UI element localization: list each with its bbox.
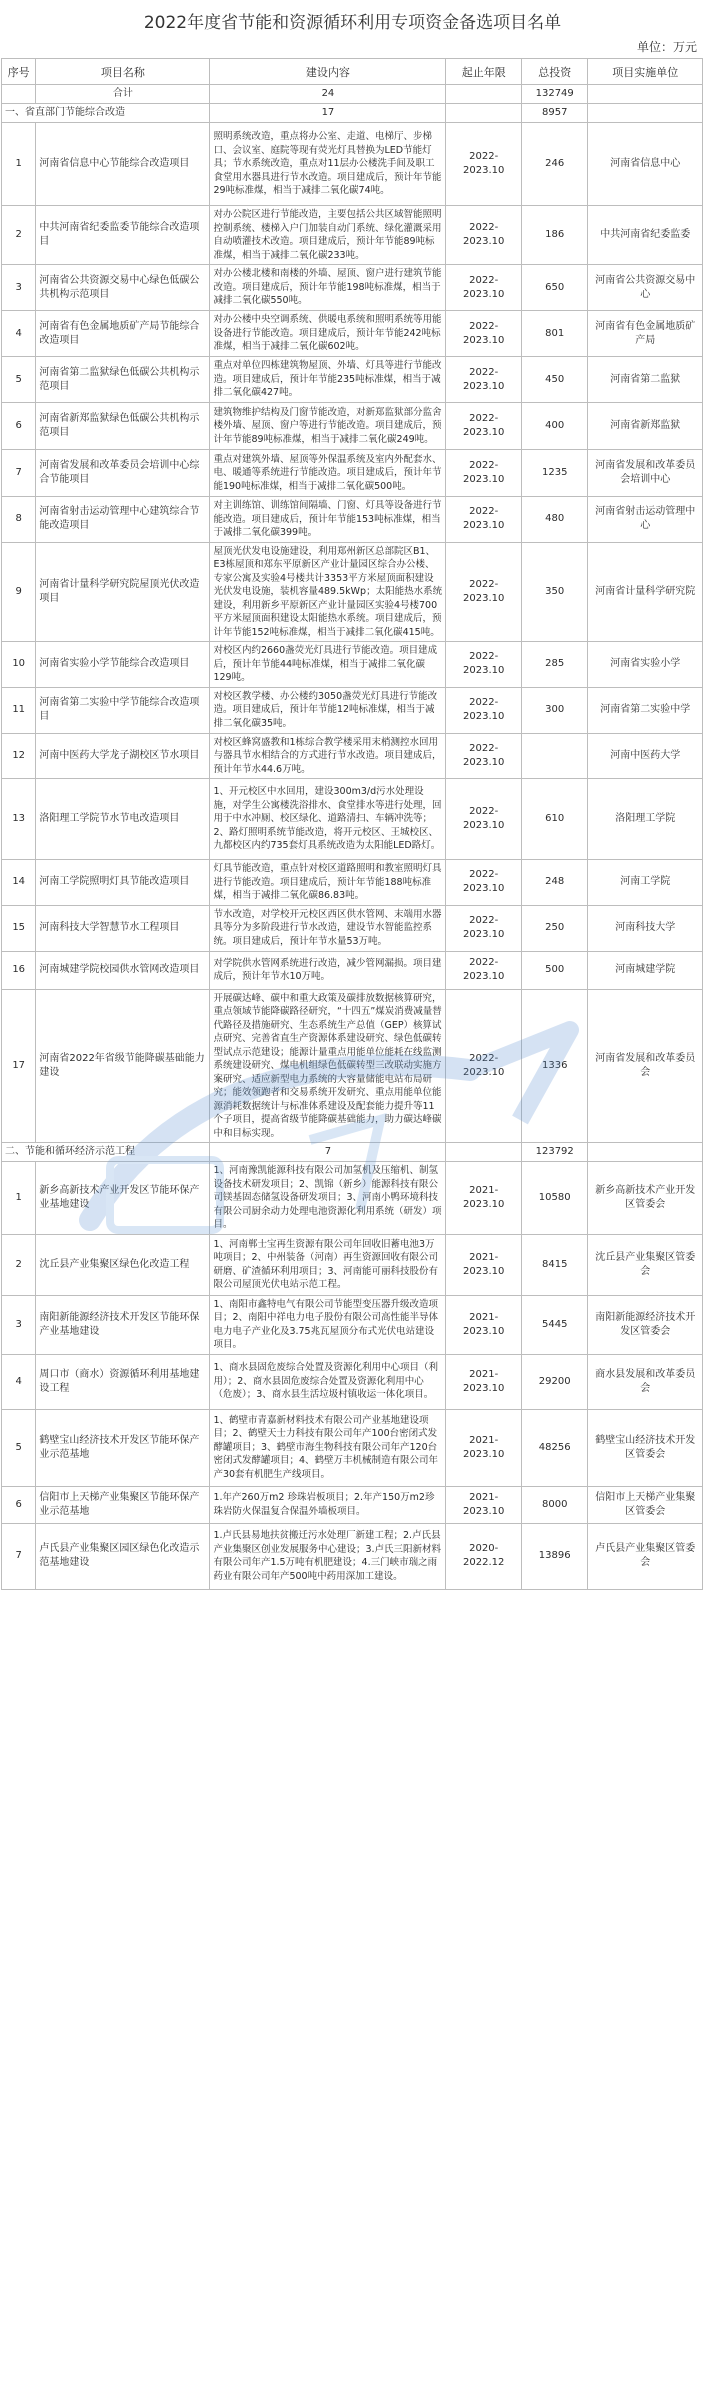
section-unit-cell [588,1143,703,1162]
table-row [2,1162,703,1235]
project-name: 卢氏县产业集聚区园区绿色化改造示范基地建设 [36,1523,210,1589]
implementing-unit: 河南科技大学 [588,905,703,951]
section-unit-cell [588,104,703,123]
row-number: 2 [2,206,36,265]
table-row [2,642,703,688]
table-row [2,1354,703,1409]
project-period: 2021-2023.10 [446,1486,522,1523]
project-investment: 801 [522,311,588,357]
project-content: 对校区蜂窝盛教和1栋综合教学楼采用末梢测控水回用与器具节水相结合的方式进行节水改造。项目建成后，预计年节水44.6万吨。 [210,733,446,779]
row-number: 12 [2,733,36,779]
project-content: 建筑物维护结构及门窗节能改造，对新郑监狱部分监舍楼外墙、屋顶、窗户等进行节能改造。项目建成后，预计年节能89吨标准煤，相当于减排二氧化碳249吨。 [210,403,446,450]
project-investment: 480 [522,497,588,543]
project-investment: 1235 [522,450,588,497]
implementing-unit: 河南中医药大学 [588,733,703,779]
total-count: 24 [210,85,446,104]
project-content: 对校区教学楼、办公楼约3050盏荧光灯具进行节能改造。项目建成后，预计年节能12吨标准煤，相当于减排二氧化碳35吨。 [210,687,446,733]
project-content: 节水改造，对学校开元校区西区供水管网、末端用水器具等分为多阶段进行节水改造，建设节水智能监控系统。项目建成后，预计年节水量53万吨。 [210,905,446,951]
project-investment [522,733,588,779]
project-period: 2022-2023.10 [446,497,522,543]
project-name: 河南科技大学智慧节水工程项目 [36,905,210,951]
project-period: 2022-2023.10 [446,951,522,989]
project-period: 2022-2023.10 [446,733,522,779]
project-name: 信阳市上天梯产业集聚区节能环保产业示范基地 [36,1486,210,1523]
project-period: 2022-2023.10 [446,123,522,206]
project-period: 2022-2023.10 [446,311,522,357]
implementing-unit: 信阳市上天梯产业集聚区管委会 [588,1486,703,1523]
implementing-unit: 河南省第二实验中学 [588,687,703,733]
implementing-unit: 河南省信息中心 [588,123,703,206]
implementing-unit: 洛阳理工学院 [588,779,703,860]
project-investment: 248 [522,860,588,906]
project-name: 河南省第二实验中学节能综合改造项目 [36,687,210,733]
project-content: 灯具节能改造，重点针对校区道路照明和教室照明灯具进行节能改造。项目建成后，预计年节能188吨标准煤，相当于减排二氧化碳86.83吨。 [210,860,446,906]
table-row [2,206,703,265]
table-row [2,403,703,450]
section-row [2,104,703,123]
implementing-unit: 沈丘县产业集聚区管委会 [588,1234,703,1295]
table-row [2,311,703,357]
project-investment: 48256 [522,1409,588,1486]
table-header-row [2,59,703,85]
project-content: 对办公楼中央空调系统、供暖电系统和照明系统等用能设备进行节能改造。项目建成后，预计年节能242吨标准煤，相当于减排二氧化碳602吨。 [210,311,446,357]
section-row [2,1143,703,1162]
row-number: 3 [2,265,36,311]
section-label: 一、省直部门节能综合改造 [2,104,210,123]
project-content: 1、鹤壁市青嘉新材料技术有限公司产业基地建设项目；2、鹤壁天士力科技有限公司年产100台密闭式发酵罐项目；3、鹤壁市海生物科技有限公司年产120台密闭式发酵罐项目；4、鹤壁万丰机械制造有限公司年产30套有机肥生产线项目。 [210,1409,446,1486]
table-row [2,497,703,543]
table-row [2,733,703,779]
table-row [2,450,703,497]
implementing-unit: 鹤壁宝山经济技术开发区管委会 [588,1409,703,1486]
project-name: 河南省2022年省级节能降碳基础能力建设 [36,989,210,1143]
project-investment: 285 [522,642,588,688]
project-investment: 500 [522,951,588,989]
row-number: 10 [2,642,36,688]
table-row [2,860,703,906]
implementing-unit: 河南省第二监狱 [588,357,703,403]
project-period: 2022-2023.10 [446,357,522,403]
project-period: 2022-2023.10 [446,206,522,265]
row-number: 5 [2,357,36,403]
project-name: 沈丘县产业集聚区绿色化改造工程 [36,1234,210,1295]
project-period: 2021-2023.10 [446,1234,522,1295]
row-number: 8 [2,497,36,543]
project-investment: 5445 [522,1295,588,1354]
project-content: 1、开元校区中水回用，建设300m3/d污水处理设施，对学生公寓楼洗浴排水、食堂排水等进行处理，回用于中水冲厕、校区绿化、道路清扫、车辆冲洗等；2、路灯照明系统节能改造，将开元校区、王城校区、九都校区内约735套灯具系统改造为太阳能LED路灯。 [210,779,446,860]
project-name: 周口市（商水）资源循环利用基地建设工程 [36,1354,210,1409]
project-period: 2022-2023.10 [446,450,522,497]
row-number: 16 [2,951,36,989]
project-name: 河南省发展和改革委员会培训中心综合节能项目 [36,450,210,497]
header-name: 项目名称 [36,59,210,85]
implementing-unit: 河南省公共资源交易中心 [588,265,703,311]
project-period: 2022-2023.10 [446,542,522,642]
header-investment: 总投资 [522,59,588,85]
section-count: 7 [210,1143,446,1162]
project-name: 鹤壁宝山经济技术开发区节能环保产业示范基地 [36,1409,210,1486]
project-name: 河南省信息中心节能综合改造项目 [36,123,210,206]
table-row [2,989,703,1143]
row-number: 13 [2,779,36,860]
project-name: 河南城建学院校园供水管网改造项目 [36,951,210,989]
project-period: 2021-2023.10 [446,1295,522,1354]
project-name: 新乡高新技术产业开发区节能环保产业基地建设 [36,1162,210,1235]
project-investment: 250 [522,905,588,951]
project-name: 河南省射击运动管理中心建筑综合节能改造项目 [36,497,210,543]
project-investment: 8000 [522,1486,588,1523]
section-investment: 123792 [522,1143,588,1162]
project-period: 2022-2023.10 [446,687,522,733]
implementing-unit: 河南省新郑监狱 [588,403,703,450]
project-name: 河南省公共资源交易中心绿色低碳公共机构示范项目 [36,265,210,311]
project-investment: 13896 [522,1523,588,1589]
project-investment: 29200 [522,1354,588,1409]
project-content: 重点对建筑外墙、屋顶等外保温系统及室内外配套水、电、暖通等系统进行节能改造。项目建成后，预计年节能190吨标准煤，相当于减排二氧化碳500吨。 [210,450,446,497]
project-investment: 186 [522,206,588,265]
section-investment: 8957 [522,104,588,123]
table-row [2,779,703,860]
project-content: 重点对单位四栋建筑物屋顶、外墙、灯具等进行节能改造。项目建成后，预计年节能235吨标准煤，相当于减排二氧化碳427吨。 [210,357,446,403]
project-period: 2022-2023.10 [446,989,522,1143]
project-investment: 450 [522,357,588,403]
header-period: 起止年限 [446,59,522,85]
project-content: 对办公楼北楼和南楼的外墙、屋顶、窗户进行建筑节能改造。项目建成后，预计年节能198吨标准煤，相当于减排二氧化碳550吨。 [210,265,446,311]
project-table [1,58,703,1590]
project-investment: 400 [522,403,588,450]
row-number: 5 [2,1409,36,1486]
project-investment: 610 [522,779,588,860]
row-number: 2 [2,1234,36,1295]
project-period: 2022-2023.10 [446,779,522,860]
project-name: 河南工学院照明灯具节能改造项目 [36,860,210,906]
project-period: 2021-2023.10 [446,1354,522,1409]
project-investment: 300 [522,687,588,733]
section-count: 17 [210,104,446,123]
section-period-cell [446,104,522,123]
row-number: 4 [2,311,36,357]
row-number: 3 [2,1295,36,1354]
table-row [2,1409,703,1486]
project-content: 对主训练馆、训练馆间隔墙、门窗、灯具等设备进行节能改造。项目建成后，预计年节能153吨标准煤，相当于减排二氧化碳399吨。 [210,497,446,543]
project-name: 河南省新郑监狱绿色低碳公共机构示范项目 [36,403,210,450]
total-investment: 132749 [522,85,588,104]
project-content: 1.年产260万m2 珍珠岩板项目；2.年产150万m2珍珠岩防火保温复合保温外墙板项目。 [210,1486,446,1523]
project-investment: 10580 [522,1162,588,1235]
implementing-unit: 河南省发展和改革委员会培训中心 [588,450,703,497]
table-row [2,1295,703,1354]
implementing-unit: 卢氏县产业集聚区管委会 [588,1523,703,1589]
project-name: 河南省第二监狱绿色低碳公共机构示范项目 [36,357,210,403]
project-name: 中共河南省纪委监委节能综合改造项目 [36,206,210,265]
row-number: 11 [2,687,36,733]
total-label: 合计 [36,85,210,104]
table-row [2,123,703,206]
table-row [2,905,703,951]
implementing-unit: 河南省发展和改革委员会 [588,989,703,1143]
implementing-unit: 河南城建学院 [588,951,703,989]
table-row [2,1234,703,1295]
project-period: 2022-2023.10 [446,403,522,450]
table-row [2,357,703,403]
implementing-unit: 河南工学院 [588,860,703,906]
implementing-unit: 南阳新能源经济技术开发区管委会 [588,1295,703,1354]
project-content: 开展碳达峰、碳中和重大政策及碳排放数据核算研究，重点领域节能降碳路径研究，“十四五”煤炭消费减量替代路径及措施研究、生态系统生产总值（GEP）核算试点研究、完善省直生产资源体系建设研究、绿色低碳转型试点示范建设；能源计量重点用能单位能耗在线监测系统建设研究、煤电机组绿色低碳转型三改联动实施方案研究、适应新型电力系统的大容量储能电站布局研究；能效领跑者和交易系统开发研究、重点用能单位能源消耗数据统计与标准体系建设及配套能力提升等11个子项目，提高省级节能降碳基础能力，助力碳达峰碳中和目标实现。 [210,989,446,1143]
header-unit: 项目实施单位 [588,59,703,85]
table-row [2,951,703,989]
header-content: 建设内容 [210,59,446,85]
implementing-unit: 河南省计量科学研究院 [588,542,703,642]
row-number: 9 [2,542,36,642]
project-name: 河南省实验小学节能综合改造项目 [36,642,210,688]
implementing-unit: 中共河南省纪委监委 [588,206,703,265]
implementing-unit: 新乡高新技术产业开发区管委会 [588,1162,703,1235]
project-investment: 8415 [522,1234,588,1295]
table-row [2,687,703,733]
page-title: 2022年度省节能和资源循环利用专项资金备选项目名单 [143,13,562,33]
implementing-unit: 河南省射击运动管理中心 [588,497,703,543]
row-number: 14 [2,860,36,906]
implementing-unit: 河南省有色金属地质矿产局 [588,311,703,357]
row-number: 1 [2,123,36,206]
project-name: 河南省计量科学研究院屋顶光伏改造项目 [36,542,210,642]
project-content: 屋顶光伏发电设施建设，利用郑州新区总部院区B1、E3栋屋顶和郑东平原新区产业计量园区综合办公楼、专家公寓及实验4号楼共计3353平方米屋顶面积建设光伏发电设施，装机容量489.5kWp；太阳能热水系统建设，利用新乡平原新区产业计量园区实验4号楼700平方米屋顶面积建设太阳能热水系统。项目建成后，预计年节能152吨标准煤，相当于减排二氧化碳415吨。 [210,542,446,642]
project-content: 1、南阳市鑫特电气有限公司节能型变压器升级改造项目；2、南阳中祥电力电子股份有限公司高性能半导体电力电子产业化及3.75兆瓦屋顶分布式光伏电站建设项目。 [210,1295,446,1354]
project-content: 对学院供水管网系统进行改造，减少管网漏损。项目建成后，预计年节水10万吨。 [210,951,446,989]
table-row [2,542,703,642]
project-period: 2022-2023.10 [446,860,522,906]
implementing-unit: 河南省实验小学 [588,642,703,688]
project-content: 1.卢氏县易地扶贫搬迁污水处理厂新建工程；2.卢氏县产业集聚区创业发展服务中心建设；3.卢氏三阳新材料有限公司年产1.5万吨有机肥建设；4.三门峡市瑞之雨药业有限公司年产500吨中药用深加工建设。 [210,1523,446,1589]
implementing-unit: 商水县发展和改革委员会 [588,1354,703,1409]
project-name: 南阳新能源经济技术开发区节能环保产业基地建设 [36,1295,210,1354]
project-period: 2022-2023.10 [446,265,522,311]
project-period: 2022-2023.10 [446,905,522,951]
project-investment: 246 [522,123,588,206]
table-row [2,1523,703,1589]
project-investment: 350 [522,542,588,642]
table-row [2,1486,703,1523]
project-name: 河南中医药大学龙子湖校区节水项目 [36,733,210,779]
row-number: 7 [2,450,36,497]
project-content: 对校区内约2660盏荧光灯具进行节能改造。项目建成后，预计年节能44吨标准煤，相当于减排二氧化碳129吨。 [210,642,446,688]
project-period: 2021-2023.10 [446,1162,522,1235]
project-content: 1、河南豫凯能源科技有限公司加氢机及压缩机、制氢设备技术研发项目；2、凯锦（新乡）能源科技有限公司镁基固态储氢设备研发项目；3、河南小鸭环境科技有限公司厨余动力处理电池资源化利用系统（研发）项目。 [210,1162,446,1235]
project-investment: 650 [522,265,588,311]
project-content: 1、河南郸士宝再生资源有限公司年回收旧蓄电池3万吨项目；2、中州装备（河南）再生资源回收有限公司研磨、矿渣循环利用项目；3、河南能可丽科技股份有限公司屋顶光伏电站示范工程。 [210,1234,446,1295]
row-number: 6 [2,1486,36,1523]
project-name: 洛阳理工学院节水节电改造项目 [36,779,210,860]
table-row [2,265,703,311]
row-number: 6 [2,403,36,450]
project-period: 2020-2022.12 [446,1523,522,1589]
row-number: 1 [2,1162,36,1235]
row-number: 4 [2,1354,36,1409]
project-content: 1、商水县固危废综合处置及资源化利用中心项目（利用）；2、商水县固危废综合处置及资源化利用中心（危废）；3、商水县生活垃圾村镇收运一体化项目。 [210,1354,446,1409]
total-row [2,85,703,104]
unit-label: 单位：万元 [636,40,697,54]
project-content: 照明系统改造，重点将办公室、走道、电梯厅、步梯口、会议室、庭院等现有荧光灯具替换为LED节能灯具；节水系统改造，重点对11层办公楼洗手间及职工食堂用水器具进行节水改造。项目建成后，预计年节能29吨标准煤，相当于减排二氧化碳74吨。 [210,123,446,206]
project-content: 对办公院区进行节能改造，主要包括公共区域智能照明控制系统、楼梯入户门加装自动门系统、绿化灌溉采用自动喷灌技术改造。项目建成后，预计年节能89吨标准煤，相当于减排二氧化碳233吨。 [210,206,446,265]
project-period: 2021-2023.10 [446,1409,522,1486]
project-period: 2022-2023.10 [446,642,522,688]
section-period-cell [446,1143,522,1162]
row-number: 7 [2,1523,36,1589]
section-label: 二、节能和循环经济示范工程 [2,1143,210,1162]
row-number: 17 [2,989,36,1143]
project-name: 河南省有色金属地质矿产局节能综合改造项目 [36,311,210,357]
header-no: 序号 [2,59,36,85]
project-investment: 1336 [522,989,588,1143]
row-number: 15 [2,905,36,951]
